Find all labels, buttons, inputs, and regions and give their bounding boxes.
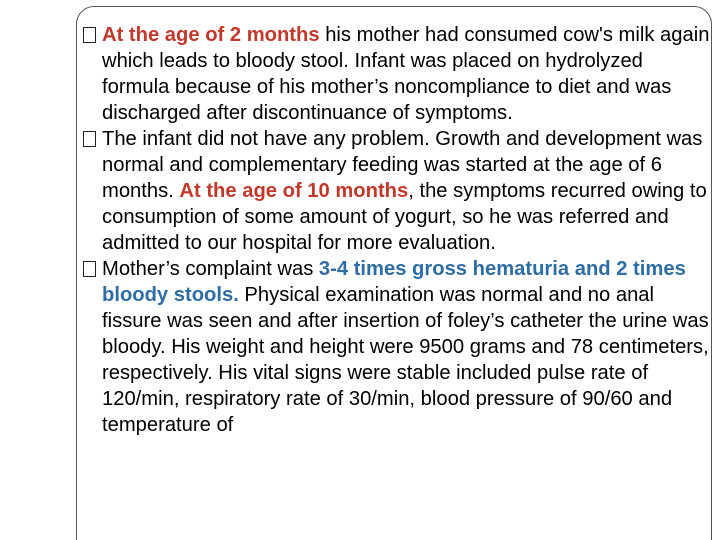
text-segment: At the age of 10 months (179, 180, 409, 202)
square-bullet-icon (82, 22, 100, 48)
text-segment: , the symptoms recurred owing to consumption of some amount of yogurt, so he was referred and admitted to our hospital for more evaluation. (102, 180, 707, 254)
bullet-item (82, 126, 712, 256)
bullet-item (82, 256, 712, 438)
text-segment: 3-4 times gross hematuria and 2 times bloody stools. (102, 258, 686, 306)
text-segment: Physical examination was normal and no anal fissure was seen and after insertion of foley’s catheter the urine was bloody. His weight and height were 9500 grams and 78 centimeters, respectively. His vital signs were stable included pulse rate of 120/min, respiratory rate of 30/min, blood pressure of 90/60 and temperature of (102, 284, 709, 436)
bullet-item (82, 22, 712, 126)
bullet-list (82, 22, 712, 438)
square-bullet-icon (82, 256, 100, 282)
text-segment: Mother’s complaint was (102, 258, 319, 280)
text-segment: The infant did not have any problem. Growth and development was normal and complementary feeding was started at the age of 6 months. (102, 128, 703, 202)
text-segment: At the age of 2 months (102, 24, 320, 46)
text-segment: his mother had consumed cow's milk again which leads to bloody stool. Infant was placed on hydrolyzed formula because of his mother’s noncompliance to diet and was discharged after discontinuance of symptoms. (102, 24, 710, 124)
square-bullet-icon (82, 126, 100, 152)
